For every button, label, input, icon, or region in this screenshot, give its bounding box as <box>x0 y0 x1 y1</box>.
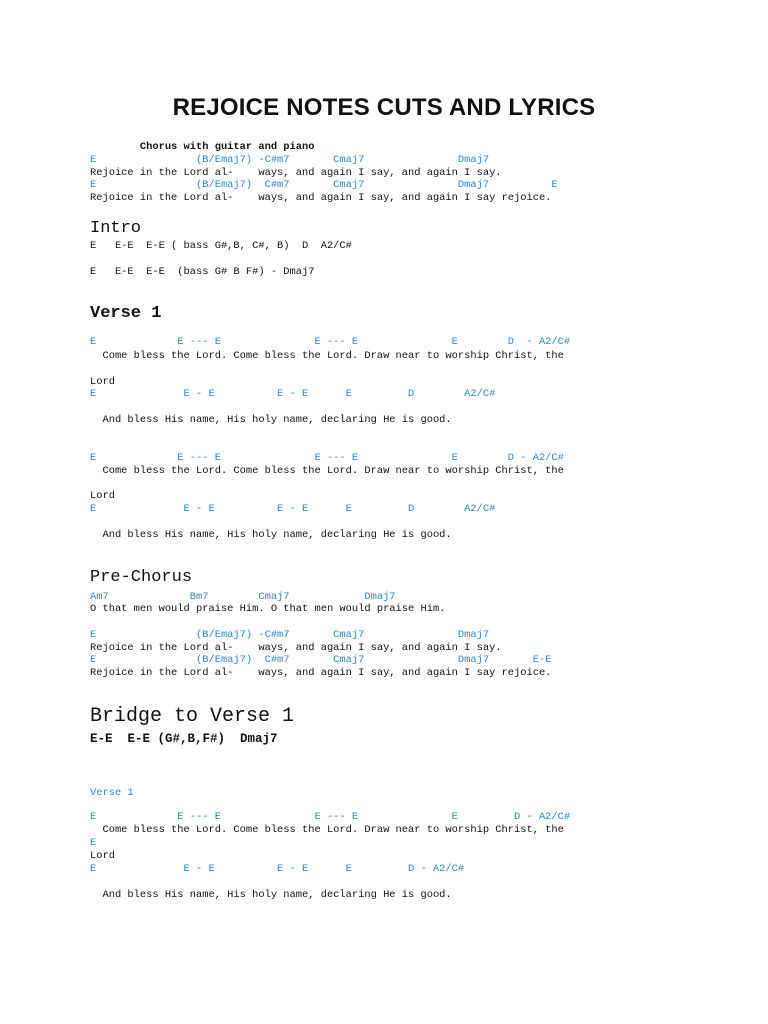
chord-line: E E --- E E --- E E D - A2/C# <box>90 811 571 823</box>
lyric-line: Rejoice in the Lord al- ways, and again I say, and again I say rejoice. <box>90 192 552 204</box>
lyric-line: Come bless the Lord. Come bless the Lord. Draw near to worship Christ, the <box>90 465 564 477</box>
lyric-line: Come bless the Lord. Come bless the Lord. Draw near to worship Christ, the <box>90 350 564 362</box>
chord-line: E (B/Emaj7) C#m7 Cmaj7 Dmaj7 E-E <box>90 654 552 666</box>
lyric-line: Lord <box>90 376 115 388</box>
lyric-line: Rejoice in the Lord al- ways, and again I say, and again I say. <box>90 167 502 179</box>
document-title: REJOICE NOTES CUTS AND LYRICS <box>172 94 596 121</box>
intro-line: E E-E E-E ( bass G#,B, C#, B) D A2/C# <box>90 240 352 252</box>
chorus-label: Chorus with guitar and piano <box>90 141 315 153</box>
lyric-line: And bless His name, His holy name, declaring He is good. <box>90 414 452 426</box>
chord-line: E E - E E - E E D - A2/C# <box>90 863 465 875</box>
chord-line: E E - E E - E E D A2/C# <box>90 388 496 400</box>
lyric-line: Rejoice in the Lord al- ways, and again I say, and again I say rejoice. <box>90 667 552 679</box>
section-label-verse-1: Verse 1 <box>90 787 134 799</box>
chord-line: E E --- E E --- E E D - A2/C# <box>90 336 571 348</box>
chord-line: E E --- E E --- E E D - A2/C# <box>90 452 564 464</box>
lyric-line: And bless His name, His holy name, declaring He is good. <box>90 529 452 541</box>
section-heading-verse-1: Verse 1 <box>90 304 162 323</box>
section-heading-pre-chorus: Pre-Chorus <box>90 568 193 587</box>
chord-line: E E - E E - E E D A2/C# <box>90 503 496 515</box>
bridge-line: E-E E-E (G#,B,F#) Dmaj7 <box>90 732 278 746</box>
chord-line: E (B/Emaj7) -C#m7 Cmaj7 Dmaj7 <box>90 629 490 641</box>
chord-line: Am7 Bm7 Cmaj7 Dmaj7 <box>90 591 396 603</box>
lyric-line: Rejoice in the Lord al- ways, and again I say, and again I say. <box>90 642 502 654</box>
chord-line: E (B/Emaj7) C#m7 Cmaj7 Dmaj7 E <box>90 179 558 191</box>
lyric-line: Lord <box>90 850 115 862</box>
section-heading-bridge: Bridge to Verse 1 <box>90 705 295 728</box>
lyric-line: Come bless the Lord. Come bless the Lord. Draw near to worship Christ, the <box>90 824 564 836</box>
section-heading-intro: Intro <box>90 219 142 238</box>
chord-line: E (B/Emaj7) -C#m7 Cmaj7 Dmaj7 <box>90 154 490 166</box>
lyric-line: Lord <box>90 490 115 502</box>
chord-line: E <box>90 837 97 849</box>
intro-line: E E-E E-E (bass G# B F#) - Dmaj7 <box>90 266 315 278</box>
lyric-line: And bless His name, His holy name, declaring He is good. <box>90 889 452 901</box>
lyric-line: O that men would praise Him. O that men would praise Him. <box>90 603 446 615</box>
